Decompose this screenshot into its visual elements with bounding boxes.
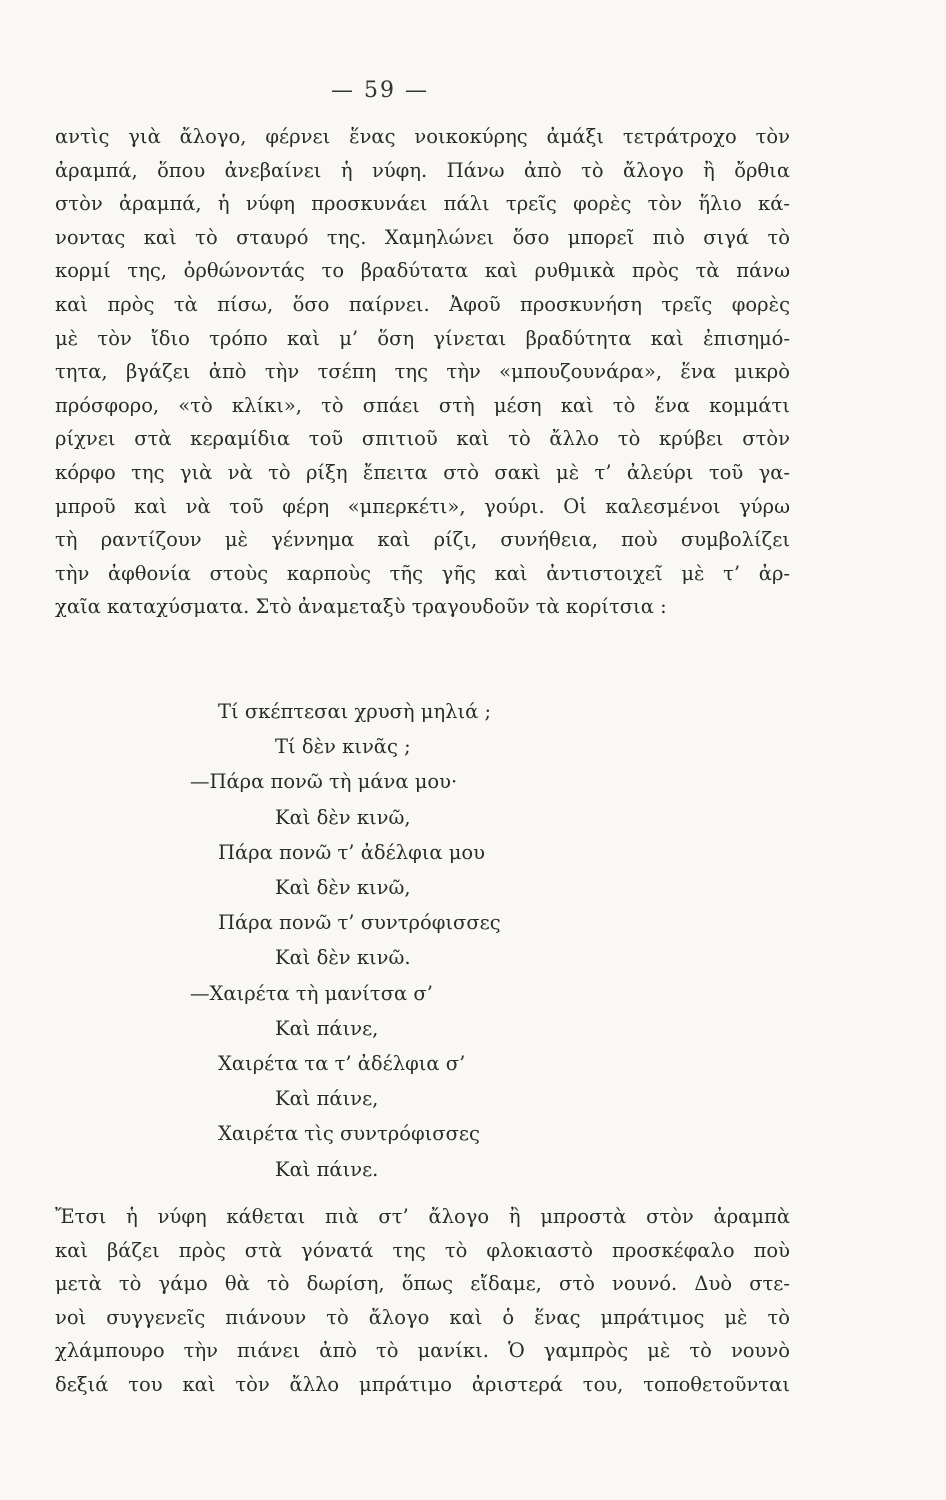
poem-verse: Χαιρέτα τὶς συντρόφισσες	[218, 1122, 480, 1146]
poem-verse: Τί σκέπτεσαι χρυσὴ μηλιά ;	[218, 700, 492, 723]
poem-verse: Καὶ πάινε,	[275, 1016, 379, 1040]
text-line: δεξιά του καὶ τὸν ἄλλο μπράτιμο ἀριστερά του, τοποθετοῦνται	[55, 1372, 790, 1396]
text-line: καὶ πρὸς τὰ πίσω, ὅσο παίρνει. Ἀφοῦ προσκυνήση τρεῖς φορὲς	[55, 292, 790, 316]
poem	[0, 694, 946, 1187]
text-line: νοὶ συγγενεῖς πιάνουν τὸ ἄλογο καὶ ὁ ἕνας μπράτιμος μὲ τὸ	[55, 1305, 790, 1329]
text-line: τὴ ραντίζουν μὲ γέννημα καὶ ρίζι, συνήθεια, ποὺ συμβολίζει	[55, 528, 790, 552]
text-line: μπροῦ καὶ νὰ τοῦ φέρη «μπερκέτι», γούρι. Οἱ καλεσμένοι γύρω	[55, 494, 790, 518]
poem-verse: Πάρα πονῶ τ’ συντρόφισσες	[218, 911, 501, 935]
text-line: τητα, βγάζει ἀπὸ τὴν τσέπη της τὴν «μπουζουνάρα», ἕνα μικρὸ	[55, 360, 790, 384]
text-line: τὴν ἀφθονία στοὺς καρποὺς τῆς γῆς καὶ ἀντιστοιχεῖ μὲ τ’ ἀρ-	[55, 561, 790, 585]
paragraph-2	[55, 1200, 790, 1402]
poem-verse: Χαιρέτα τα τ’ ἀδέλφια σ’	[218, 1052, 466, 1076]
text-line: νοντας καὶ τὸ σταυρό της. Χαμηλώνει ὅσο μπορεῖ πιὸ σιγά τὸ	[55, 225, 790, 249]
text-line: κορμί της, ὀρθώνοντάς το βραδύτατα καὶ ρυθμικὰ πρὸς τὰ πάνω	[55, 259, 790, 283]
poem-verse: Πάρα πονῶ τ’ ἀδέλφια μου	[218, 840, 486, 864]
poem-verse: Καὶ δὲν κινῶ.	[275, 946, 411, 970]
poem-verse: —Πάρα πονῶ τὴ μάνα μου·	[190, 770, 458, 794]
text-line: στὸν ἀραμπά, ἡ νύφη προσκυνάει πάλι τρεῖς φορὲς τὸν ἥλιο κά-	[55, 192, 790, 216]
poem-verse: Καὶ δὲν κινῶ,	[275, 805, 411, 829]
text-line: χλάμπουρο τὴν πιάνει ἀπὸ τὸ μανίκι. Ὁ γαμπρὸς μὲ τὸ νουνὸ	[55, 1339, 790, 1363]
text-line: ἀραμπά, ὅπου ἀνεβαίνει ἡ νύφη. Πάνω ἀπὸ τὸ ἄλογο ἢ ὄρθια	[55, 158, 790, 182]
poem-verse: Καὶ πάινε.	[275, 1157, 379, 1181]
text-line: Ἔτσι ἡ νύφη κάθεται πιὰ στ’ ἄλογο ἢ μπροστὰ στὸν ἀραμπὰ	[55, 1205, 790, 1228]
text-line: κόρφο της γιὰ νὰ τὸ ρίξη ἔπειτα στὸ σακὶ μὲ τ’ ἀλεύρι τοῦ γα-	[55, 460, 790, 484]
text-line: μετὰ τὸ γάμο θὰ τὸ δωρίση, ὅπως εἴδαμε, στὸ νουνό. Δυὸ στε-	[55, 1272, 790, 1296]
poem-verse: —Χαιρέτα τὴ μανίτσα σ’	[190, 981, 433, 1005]
text-line: μὲ τὸν ἴδιο τρόπο καὶ μ’ ὅση γίνεται βραδύτητα καὶ ἐπισημό-	[55, 326, 790, 350]
page-number: — 59 —	[331, 78, 429, 103]
poem-verse: Καὶ δὲν κινῶ,	[275, 876, 411, 900]
text-line: ρίχνει στὰ κεραμίδια τοῦ σπιτιοῦ καὶ τὸ ἄλλο τὸ κρύβει στὸν	[55, 427, 790, 451]
text-line: αντὶς γιὰ ἄλογο, φέρνει ἕνας νοικοκύρης ἀμάξι τετράτροχο τὸν	[55, 125, 790, 148]
text-line: χαῖα καταχύσματα. Στὸ ἀναμεταξὺ τραγουδοῦν τὰ κορίτσια :	[55, 595, 667, 619]
poem-verse: Καὶ πάινε,	[275, 1087, 379, 1111]
poem-verse: Τί δὲν κινᾶς ;	[275, 735, 411, 759]
text-line: πρόσφορο, «τὸ κλίκι», τὸ σπάει στὴ μέση καὶ τὸ ἕνα κομμάτι	[55, 393, 790, 417]
paragraph-1	[55, 120, 790, 624]
text-line: καὶ βάζει πρὸς στὰ γόνατά της τὸ φλοκιαστὸ προσκέφαλο ποὺ	[55, 1238, 790, 1262]
